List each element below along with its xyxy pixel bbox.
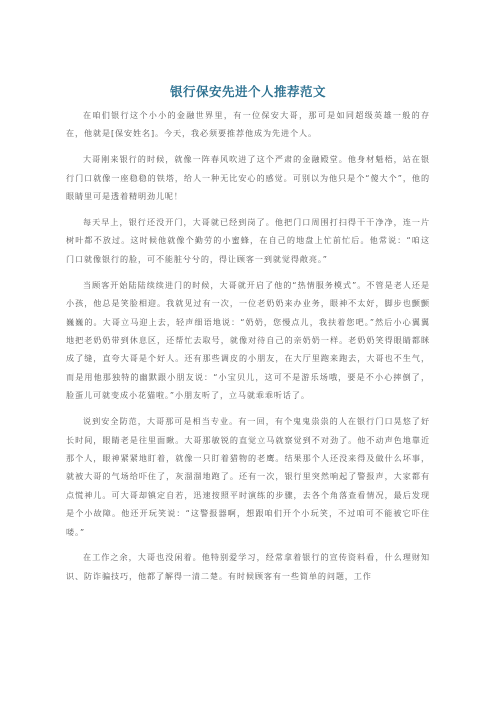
paragraph: 说到安全防范，大哥那可是相当专业。有一回，有个鬼鬼祟祟的人在银行门口晃悠了好长时间，眼睛老是往里面瞅。大哥那敏锐的直觉立马就察觉到不对劲了。他不动声色地靠近那个人，眼神紧紧地盯着，就像一只盯着猎物的老鹰。结果那个人还没来得及做什么坏事，就被大哥的气场给吓住了，灰溜溜地跑了。还有一次，银行里突然响起了警报声，大家都有点慌神儿。可大哥却镇定自若，迅速按照平时演练的步骤，去各个角落查看情况，最后发现是个小故障。他还开玩笑说：“这警报器啊，想跟咱们开个小玩笑，不过咱可不能被它吓住喽。” xyxy=(66,416,430,537)
paragraph: 每天早上，银行还没开门，大哥就已经到岗了。他把门口周围打扫得干干净净，连一片树叶都不放过。这时候他就像个勤劳的小蜜蜂，在自己的地盘上忙前忙后。他常说：“咱这门口就像银行的脸，可不能脏兮兮的，得让顾客一到就觉得敞亮。” xyxy=(66,217,430,264)
paragraph: 在咱们银行这个小小的金融世界里，有一位保安大哥，那可是如同超级英雄一般的存在，他就是[保安姓名]。今天，我必须要推荐他成为先进个人。 xyxy=(66,110,430,139)
paragraph: 当顾客开始陆陆续续进门的时候，大哥就开启了他的“热情服务模式”。不管是老人还是小孩，他总是笑脸相迎。我就见过有一次，一位老奶奶来办业务，眼神不太好，脚步也颤颤巍巍的。大哥立马迎上去，轻声细语地说：“奶奶，您慢点儿，我扶着您吧。”然后小心翼翼地把老奶奶带到休息区，还帮忙去取号，就像对待自己的亲奶奶一样。老奶奶笑得眼睛都眯成了缝，直夸大哥是个好人。还有那些调皮的小朋友，在大厅里跑来跑去，大哥也不生气，而是用他那独特的幽默跟小朋友说：“小宝贝儿，这可不是游乐场哦，要是不小心摔倒了，脸蛋儿可就变成小花猫啦。”小朋友听了，立马就乖乖听话了。 xyxy=(66,279,430,401)
document-body xyxy=(66,106,430,593)
paragraph: 在工作之余，大哥也没闲着。他特别爱学习，经常拿着银行的宣传资料看，什么理财知识、防诈骗技巧，他都了解得一清二楚。有时候顾客有一些简单的问题，工作 xyxy=(66,552,430,581)
paragraph: 大哥刚来银行的时候，就像一阵春风吹进了这个严肃的金融殿堂。他身材魁梧，站在银行门口就像一座稳稳的铁塔，给人一种无比安心的感觉。可别以为他只是个“傻大个”，他的眼睛里可是透着精明劲儿呢！ xyxy=(66,154,430,202)
document-title: 银行保安先进个人推荐范文 xyxy=(169,84,326,99)
